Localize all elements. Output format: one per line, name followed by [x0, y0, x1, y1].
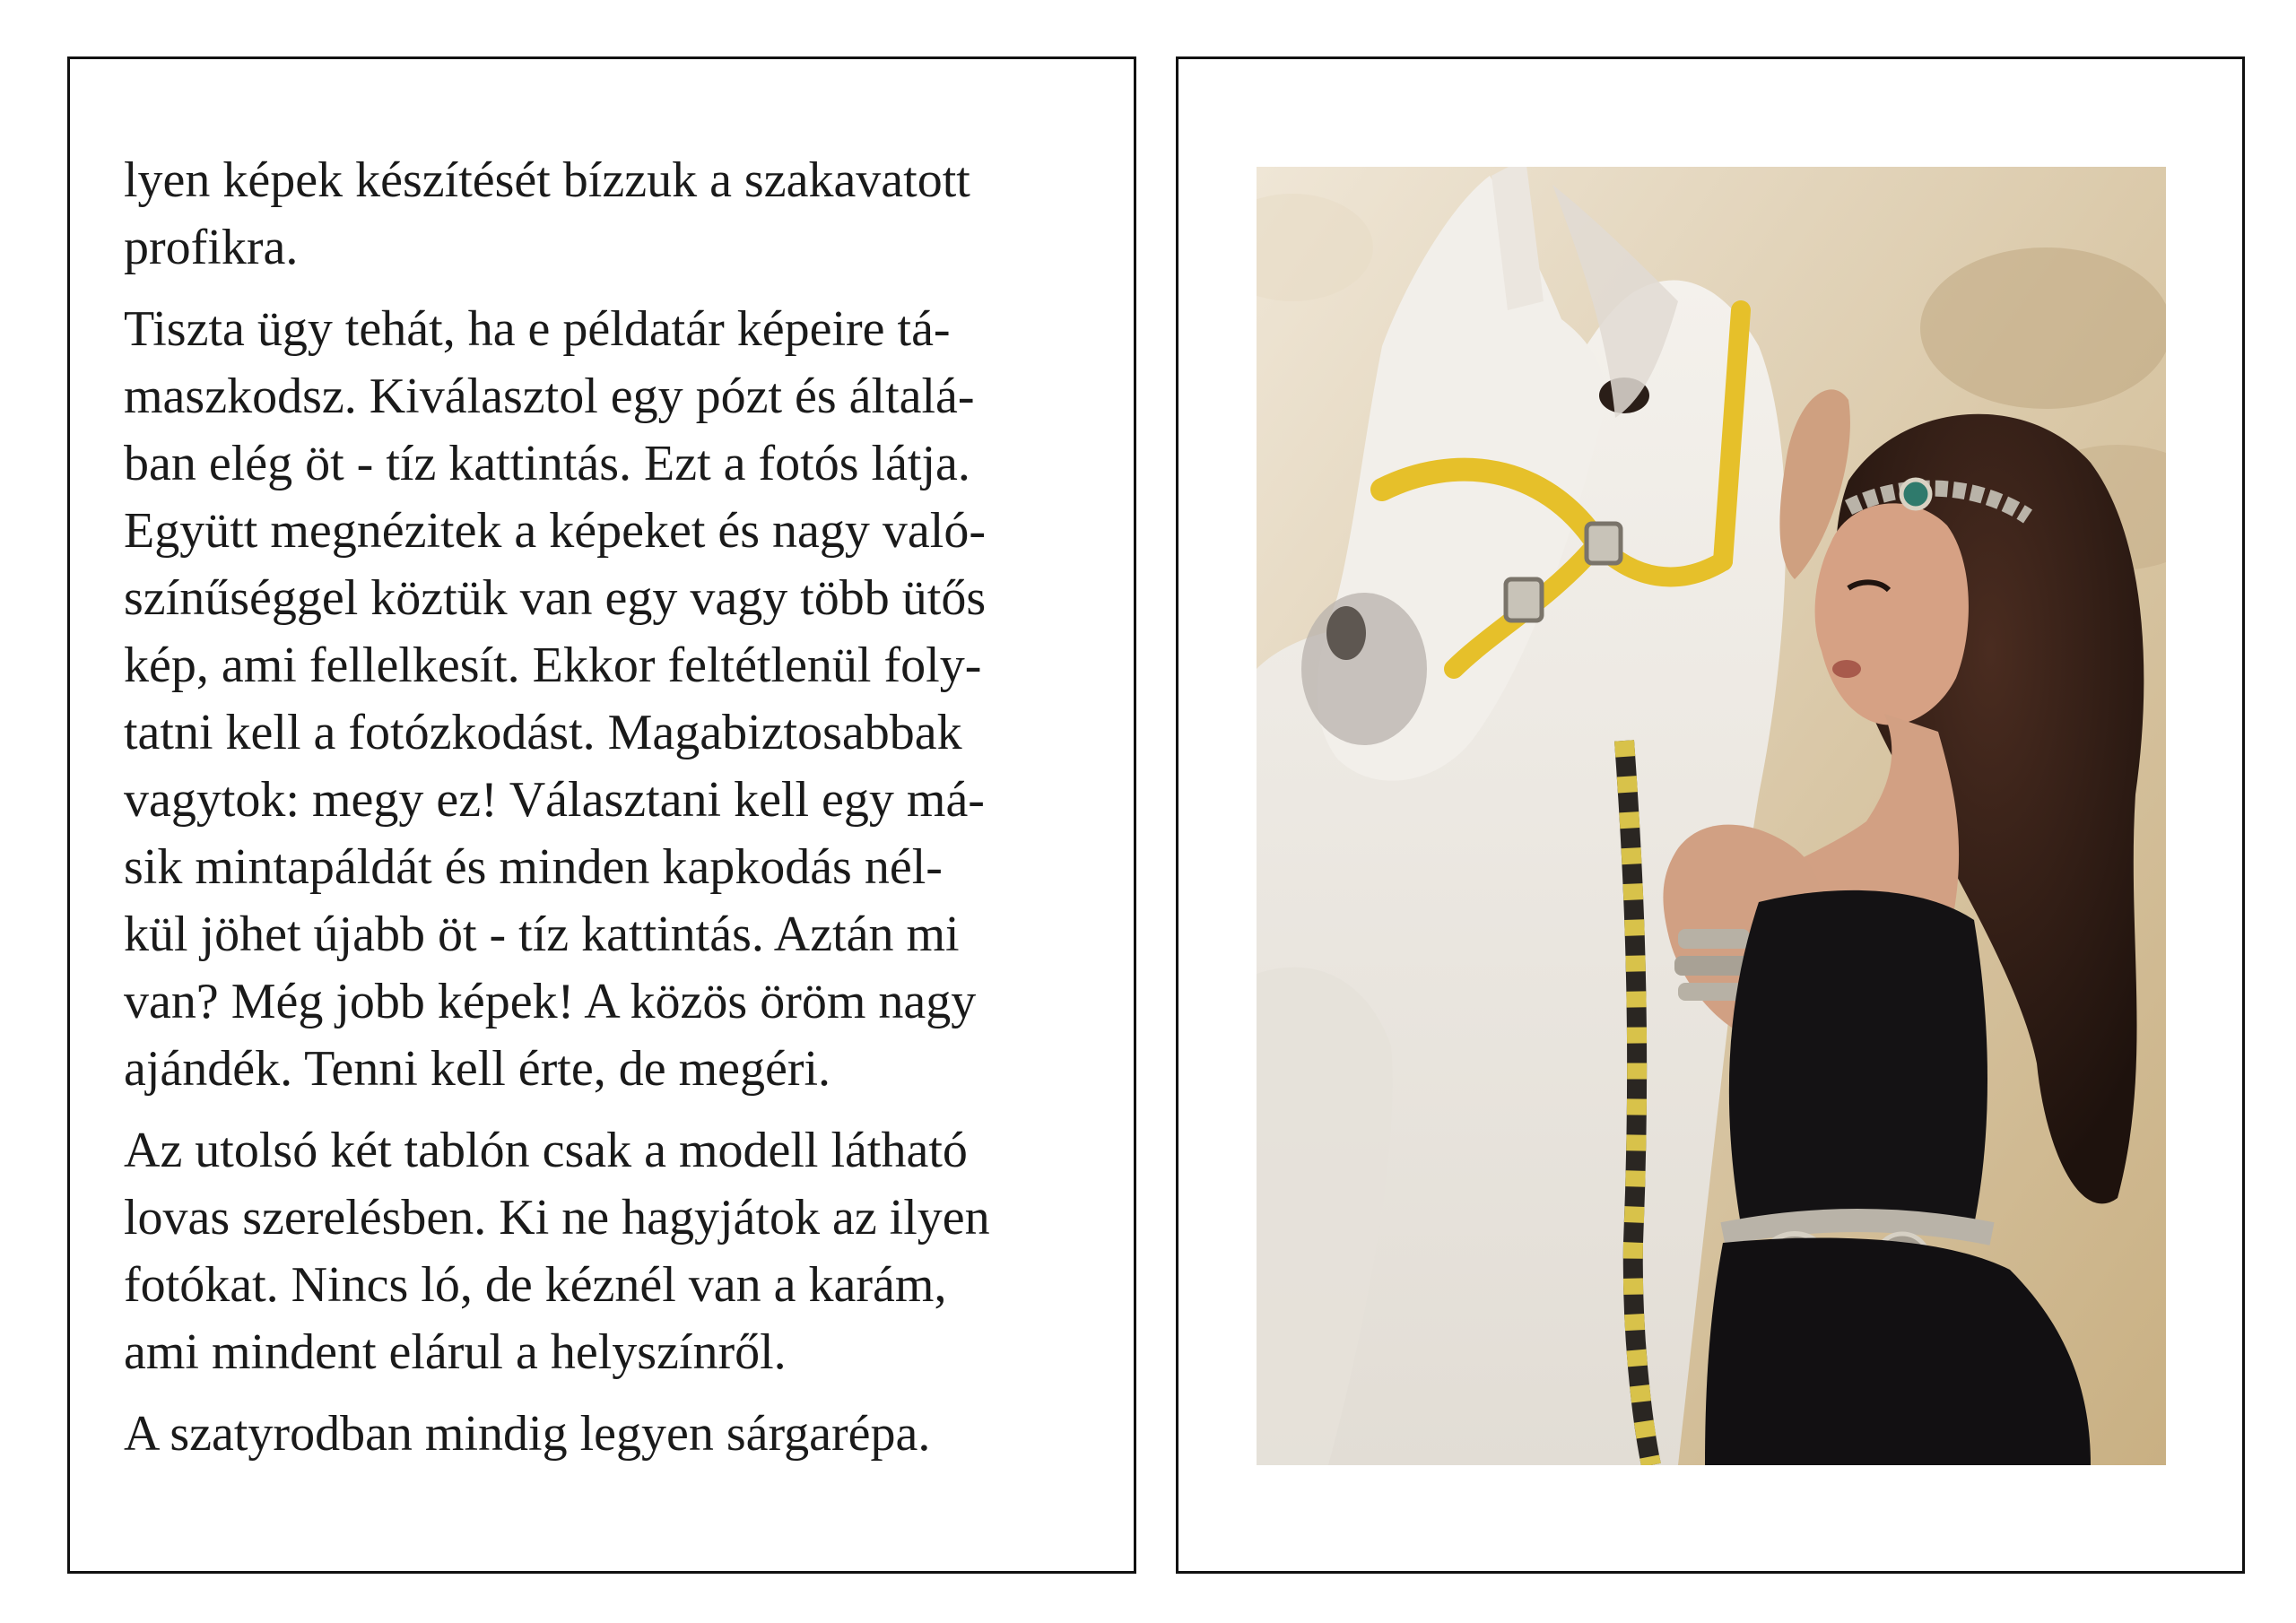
model-dress — [1729, 890, 1987, 1225]
paragraph-2: Tiszta ügy tehát, ha e példatár képeire tá- maszkodsz. Kiválasztol egy pózt és általá- ban elég öt - tíz kattintás. Ezt a fotós látja. Együtt megnézitek a képeket és nagy való- színűséggel köztük van egy vagy több ütős kép, ami fellelkesít. Ekkor feltétlenül foly- tatni kell a fotózkodást. Magabiztosabbak vagytok: megy ez! Választani kell egy má- sik mintapáldát és minden kapkodás nél- kül jöhet újabb öt - tíz kattintás. Aztán mi van? Még jobb képek! A közös öröm nagy ajándék. Tenni kell érte, de megéri. — [124, 301, 987, 1097]
paragraph-1: lyen képek készítését bízzuk a szakavatott profikra. — [124, 152, 970, 275]
photo-illustration — [1257, 167, 2166, 1465]
paragraph-3: Az utolsó két tablón csak a modell látható lovas szerelésben. Ki ne hagyjátok az ilyen fotókat. Nincs ló, de kéznél van a karám, ami mindent elárul a helyszínről. — [124, 1123, 990, 1380]
paragraph-4: A szatyrodban mindig legyen sárgarépa. — [124, 1406, 931, 1462]
body-text — [124, 147, 1092, 1482]
horse-and-model-photo — [1257, 167, 2166, 1465]
right-page — [1176, 56, 2245, 1574]
left-page — [67, 56, 1136, 1574]
